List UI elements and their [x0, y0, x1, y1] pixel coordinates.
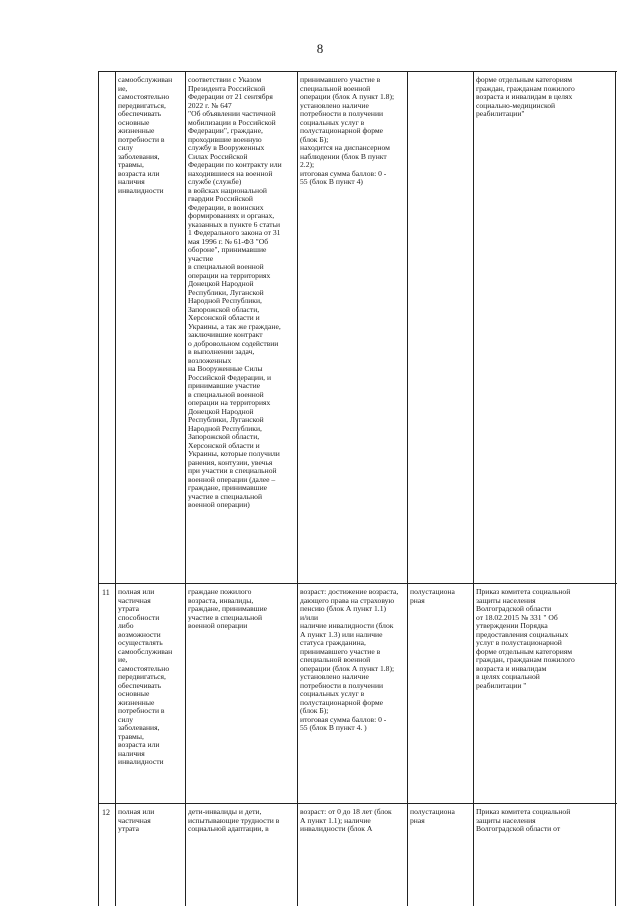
column-divider: [615, 72, 616, 906]
column-divider: [407, 72, 408, 906]
page-number: 8: [316, 41, 324, 56]
row-divider: [99, 803, 617, 804]
row-number: 12: [102, 808, 110, 817]
criteria-cell: самообслуживан ие, самостоятельно передвигаться, обеспечивать основные жизненные потребности в силу заболевания, травмы, возраста или наличия инвалидности: [118, 76, 173, 195]
assessment-cell: возраст: от 0 до 18 лет (блок А пункт 1.1); наличие инвалидности (блок А: [300, 808, 392, 833]
column-divider: [473, 72, 474, 906]
document-cell: Приказ комитета социальной защиты населения Волгоградской области от 18.02.2015 № 331 " Об утверждении Порядка предоставления социальных услуг в полустационарной форме отдельным категориям граждан, гражданам пожилого возраста и инвалидам в целях социальной реабилитации ": [476, 588, 575, 690]
column-divider: [115, 72, 116, 906]
category-cell: соответствии с Указом Президента Российской Федерации от 21 сентября 2022 г. № 647 "Об объявлении частичной мобилизации в Российской Федерации", граждане, проходившие военную службу в Вооруженных Силах Российской Федерации по контракту или находившиеся на военной службе (службе) в войсках национальной гвардии Российской Федерации, в воинских формированиях и органах, указанных в пункте 6 статьи 1 Федерального закона от 31 мая 1996 г. № 61-ФЗ "Об обороне", принимавшие участие в специальной военной операции на территориях Донецкой Народной Республики, Луганской Народной Республики, Запорожской области, Херсонской области и Украины, а так же граждане, заключившие контракт о добровольном содействии в выполнении задач, возложенных на Вооруженные Силы Российской Федерации, и принимавшие участие в специальной военной операции на территориях Донецкой Народной Республики, Луганской Народной Республики, Запорожской области, Херсонской области и Украины, которые получили ранения, контузии, увечья при участии в специальной военной операции (далее – граждане, принимавшие участие в специальной военной операции): [188, 76, 282, 509]
category-cell: дети-инвалиды и дети, испытывающие трудности в социальной адаптации, в: [188, 808, 280, 833]
assessment-cell: возраст: достижение возраста, дающего права на страховую пенсию (блок А пункт 1.1) и/или наличие инвалидности (блок А пункт 1.3) или наличие статуса гражданина, принимавшего участие в специальной военной операции (блок А пункт 1.8); установлено наличие потребности в получении социальных услуг в полустационарной форме (блок Б); итоговая сумма баллов: 0 - 55 (блок В пункт 4. ): [300, 588, 399, 732]
column-divider: [185, 72, 186, 906]
category-cell: граждане пожилого возраста, инвалиды, граждане, принимавшие участие в специальной военной операции: [188, 588, 268, 630]
form-cell: полустациона рная: [410, 808, 455, 825]
row-divider: [99, 583, 617, 584]
document-cell: Приказ комитета социальной защиты населения Волгоградской области от: [476, 808, 571, 833]
column-divider: [297, 72, 298, 906]
document-cell: форме отдельным категориям граждан, гражданам пожилого возраста и инвалидам в целях социально-медицинской реабилитации": [476, 76, 575, 118]
criteria-cell: полная или частичная утрата: [118, 808, 155, 833]
form-cell: полустациона рная: [410, 588, 455, 605]
form-cell: [410, 76, 472, 581]
criteria-cell: полная или частичная утрата способности либо возможности осуществлять самообслуживан ие, самостоятельно передвигаться, обеспечивать основные жизненные потребности в силу заболевания, травмы, возраста или наличия инвалидности: [118, 588, 173, 766]
services-table: [98, 71, 617, 906]
row-number: 11: [102, 588, 110, 597]
assessment-cell: принимавшего участие в специальной военной операции (блок А пункт 1.8); установлено наличие потребности в получении социальных услуг в полустационарной форме (блок Б); находится на диспансерном наблюдении (блок В пункт 2.2); итоговая сумма баллов: 0 - 55 (блок В пункт 4): [300, 76, 395, 186]
